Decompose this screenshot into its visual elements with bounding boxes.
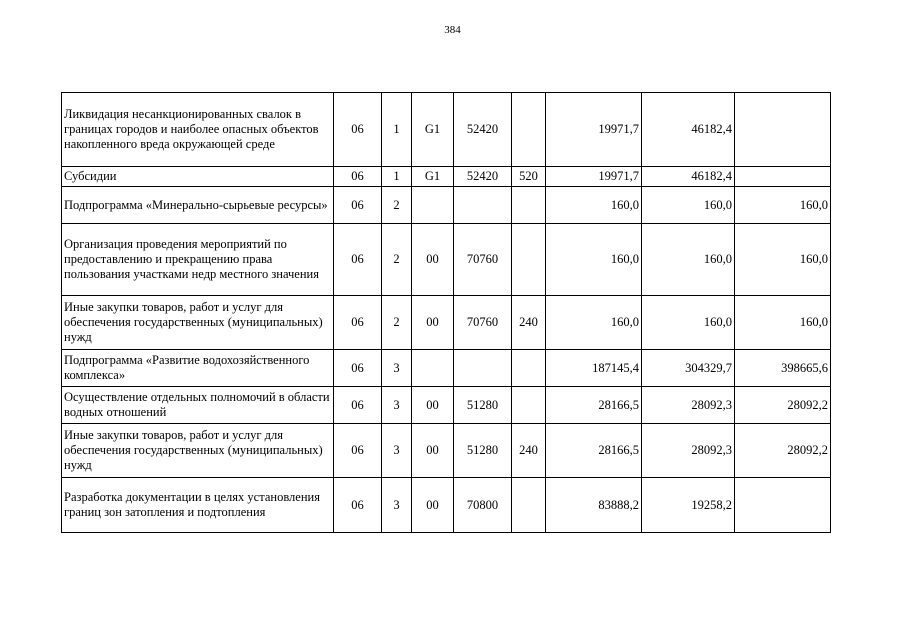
row-amount-year1: 187145,4	[546, 350, 642, 387]
row-expense-type: 520	[512, 167, 546, 187]
row-expense-type	[512, 387, 546, 424]
row-subsection: 2	[382, 296, 412, 350]
row-amount-year2: 304329,7	[642, 350, 735, 387]
row-subsection: 3	[382, 350, 412, 387]
row-target-prefix: 00	[412, 296, 454, 350]
row-name: Подпрограмма «Развитие водохозяйственного комплекса»	[62, 350, 334, 387]
row-expense-type: 240	[512, 424, 546, 478]
row-target-code: 52420	[454, 167, 512, 187]
row-section: 06	[334, 350, 382, 387]
row-target-code	[454, 187, 512, 224]
row-name: Иные закупки товаров, работ и услуг для обеспечения государственных (муниципальных) нужд	[62, 424, 334, 478]
row-expense-type	[512, 478, 546, 533]
row-name: Разработка документации в целях установления границ зон затопления и подтопления	[62, 478, 334, 533]
row-target-code: 52420	[454, 93, 512, 167]
row-expense-type	[512, 224, 546, 296]
row-expense-type	[512, 93, 546, 167]
row-name: Субсидии	[62, 167, 334, 187]
row-amount-year2: 160,0	[642, 187, 735, 224]
row-target-code	[454, 350, 512, 387]
row-target-prefix	[412, 187, 454, 224]
row-amount-year2: 46182,4	[642, 93, 735, 167]
row-subsection: 3	[382, 424, 412, 478]
row-target-prefix: G1	[412, 93, 454, 167]
row-amount-year3: 160,0	[735, 224, 831, 296]
row-subsection: 1	[382, 93, 412, 167]
table-row	[62, 187, 831, 224]
row-section: 06	[334, 387, 382, 424]
row-subsection: 1	[382, 167, 412, 187]
row-target-prefix: G1	[412, 167, 454, 187]
row-amount-year3	[735, 478, 831, 533]
row-target-code: 51280	[454, 424, 512, 478]
row-amount-year2: 160,0	[642, 296, 735, 350]
table-row	[62, 424, 831, 478]
row-section: 06	[334, 187, 382, 224]
table-row	[62, 478, 831, 533]
row-section: 06	[334, 167, 382, 187]
row-amount-year2: 19258,2	[642, 478, 735, 533]
row-section: 06	[334, 424, 382, 478]
row-name: Иные закупки товаров, работ и услуг для обеспечения государственных (муниципальных) нужд	[62, 296, 334, 350]
table-row	[62, 93, 831, 167]
row-target-code: 70800	[454, 478, 512, 533]
table-row	[62, 387, 831, 424]
row-subsection: 2	[382, 224, 412, 296]
row-section: 06	[334, 478, 382, 533]
row-name: Организация проведения мероприятий по предоставлению и прекращению права пользования участками недр местного значения	[62, 224, 334, 296]
row-amount-year3	[735, 167, 831, 187]
table-body	[62, 93, 831, 533]
row-amount-year1: 19971,7	[546, 167, 642, 187]
row-target-code: 51280	[454, 387, 512, 424]
row-amount-year1: 19971,7	[546, 93, 642, 167]
row-section: 06	[334, 93, 382, 167]
row-amount-year3: 160,0	[735, 187, 831, 224]
row-amount-year2: 28092,3	[642, 387, 735, 424]
row-amount-year1: 160,0	[546, 296, 642, 350]
table-row	[62, 167, 831, 187]
row-name: Осуществление отдельных полномочий в области водных отношений	[62, 387, 334, 424]
row-amount-year2: 160,0	[642, 224, 735, 296]
row-amount-year2: 46182,4	[642, 167, 735, 187]
table-row	[62, 350, 831, 387]
row-amount-year1: 160,0	[546, 187, 642, 224]
row-name: Подпрограмма «Минерально-сырьевые ресурсы»	[62, 187, 334, 224]
row-amount-year1: 28166,5	[546, 424, 642, 478]
row-subsection: 3	[382, 478, 412, 533]
row-amount-year1: 83888,2	[546, 478, 642, 533]
row-target-prefix: 00	[412, 478, 454, 533]
row-amount-year3: 160,0	[735, 296, 831, 350]
row-subsection: 2	[382, 187, 412, 224]
row-expense-type	[512, 350, 546, 387]
table-row	[62, 296, 831, 350]
budget-table	[61, 92, 831, 533]
row-target-prefix: 00	[412, 424, 454, 478]
row-target-code: 70760	[454, 224, 512, 296]
row-amount-year3	[735, 93, 831, 167]
row-expense-type: 240	[512, 296, 546, 350]
row-target-prefix	[412, 350, 454, 387]
row-subsection: 3	[382, 387, 412, 424]
row-name: Ликвидация несанкционированных свалок в границах городов и наиболее опасных объектов накопленного вреда окружающей среде	[62, 93, 334, 167]
row-target-code: 70760	[454, 296, 512, 350]
row-amount-year2: 28092,3	[642, 424, 735, 478]
row-section: 06	[334, 224, 382, 296]
row-target-prefix: 00	[412, 224, 454, 296]
row-amount-year3: 28092,2	[735, 424, 831, 478]
row-section: 06	[334, 296, 382, 350]
row-amount-year3: 28092,2	[735, 387, 831, 424]
row-target-prefix: 00	[412, 387, 454, 424]
row-amount-year1: 28166,5	[546, 387, 642, 424]
page-number: 384	[444, 24, 461, 36]
table-row	[62, 224, 831, 296]
row-expense-type	[512, 187, 546, 224]
row-amount-year3: 398665,6	[735, 350, 831, 387]
row-amount-year1: 160,0	[546, 224, 642, 296]
